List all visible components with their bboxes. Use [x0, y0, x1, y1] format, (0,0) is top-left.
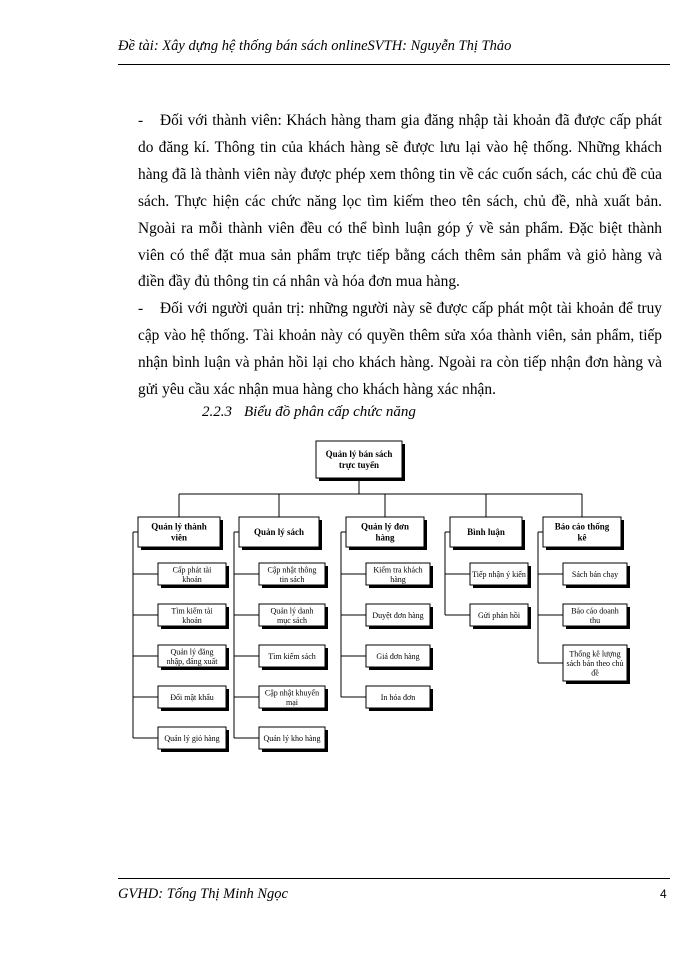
- leaf-node-label: đề: [591, 668, 599, 678]
- leaf-node-label: Cấp phát tài: [172, 565, 212, 575]
- page-header: Đề tài: Xây dựng hệ thống bán sách onlineSVTH: Nguyễn Thị Thảo: [118, 38, 512, 54]
- leaf-node-label: thu: [589, 615, 601, 625]
- bullet-dash: -: [138, 300, 144, 318]
- leaf-node-label: Cập nhật thông: [267, 565, 317, 575]
- leaf-node-label: Duyệt đơn hàng: [372, 611, 424, 620]
- leaf-node-label: Tìm kiếm tài: [171, 606, 213, 616]
- leaf-node-label: sách bán theo chủ: [566, 659, 624, 668]
- footer-rule: [118, 878, 670, 879]
- branch-node-label: Quản lý thành: [151, 521, 207, 532]
- leaf-node-label: mại: [286, 697, 298, 707]
- branch-node-label: hàng: [375, 532, 395, 543]
- leaf-node-label: Thống kê lượng: [569, 649, 621, 659]
- root-node-label: trực tuyến: [338, 460, 380, 470]
- leaf-node-label: Cập nhật khuyến: [264, 688, 320, 698]
- leaf-node-label: Quản lý danh: [270, 606, 314, 616]
- root-node-label: Quản lý bán sách: [325, 449, 393, 459]
- leaf-node-label: Quản lý kho hàng: [263, 734, 321, 743]
- leaf-node-label: mục sách: [277, 615, 307, 625]
- leaf-node-label: tin sách: [279, 574, 305, 584]
- leaf-node-label: Quản lý đăng: [170, 647, 214, 657]
- branch-node-label: Quản lý sách: [253, 527, 305, 537]
- leaf-node-label: Đổi mật khẩu: [170, 693, 214, 702]
- branch-node-label: Quản lý đơn: [360, 521, 410, 532]
- section-title: Biểu đồ phân cấp chức năng: [244, 404, 416, 420]
- leaf-node-label: Sách bán chạy: [571, 570, 619, 579]
- paragraph-text: Đối với người quản trị: những người này sẽ được cấp phát một tài khoản để truy cập vào hệ thống. Tài khoản này có quyền thêm sửa xóa thành viên, sản phẩm, tiếp nhận bình luận và phản hồi lại cho khách hàng. Ngoài ra còn tiếp nhận đơn hàng và gửi yêu cầu xác nhận mua hàng cho khách hàng xác nhận.: [138, 300, 662, 399]
- branch-node-label: kê: [577, 532, 587, 543]
- footer-advisor: GVHD: Tống Thị Minh Ngọc: [118, 886, 288, 902]
- leaf-node-label: Quản lý giỏ hàng: [164, 734, 220, 743]
- branch-node-label: Bình luận: [467, 527, 505, 537]
- leaf-node-label: Tiếp nhận ý kiến: [472, 570, 526, 579]
- leaf-node-label: hàng: [390, 574, 406, 584]
- leaf-node-label: Giá đơn hàng: [376, 652, 420, 661]
- branch-node-label: Báo cáo thống: [554, 521, 610, 532]
- leaf-node-label: Tìm kiếm sách: [268, 652, 316, 661]
- bullet-dash: -: [138, 112, 144, 129]
- leaf-node-label: Kiểm tra khách: [373, 565, 423, 575]
- leaf-node-label: Gửi phản hồi: [477, 611, 521, 620]
- leaf-node-label: khoản: [182, 574, 202, 584]
- paragraph-text: Đối với thành viên: Khách hàng tham gia đăng nhập tài khoản đã được cấp phát do đăng kí. Thông tin của khách hàng sẽ được lưu lại vào hệ thống. Những khách hàng đã là thành viên này được phép xem thông tin về các cuốn sách, các chủ đề của sách. Thực hiện các chức năng lọc tìm kiếm theo tên sách, chủ đề, nhà xuất bản. Ngoài ra mỗi thành viên đều có thể bình luận góp ý về sản phẩm. Đặc biệt thành viên có thể đặt mua sản phẩm trực tiếp bằng cách thêm sản phẩm và giỏ hàng và điền đầy đủ thông tin cá nhân và hóa đơn mua hàng.: [138, 112, 662, 291]
- branch-node-label: viên: [170, 532, 188, 543]
- leaf-node-label: nhập, đăng xuất: [166, 656, 218, 666]
- page-number: 4: [660, 887, 667, 901]
- section-number: 2.2.3: [202, 404, 232, 420]
- leaf-node-label: khoản: [182, 615, 202, 625]
- leaf-node-label: Báo cáo doanh: [571, 606, 619, 616]
- leaf-node-label: In hóa đơn: [380, 693, 416, 702]
